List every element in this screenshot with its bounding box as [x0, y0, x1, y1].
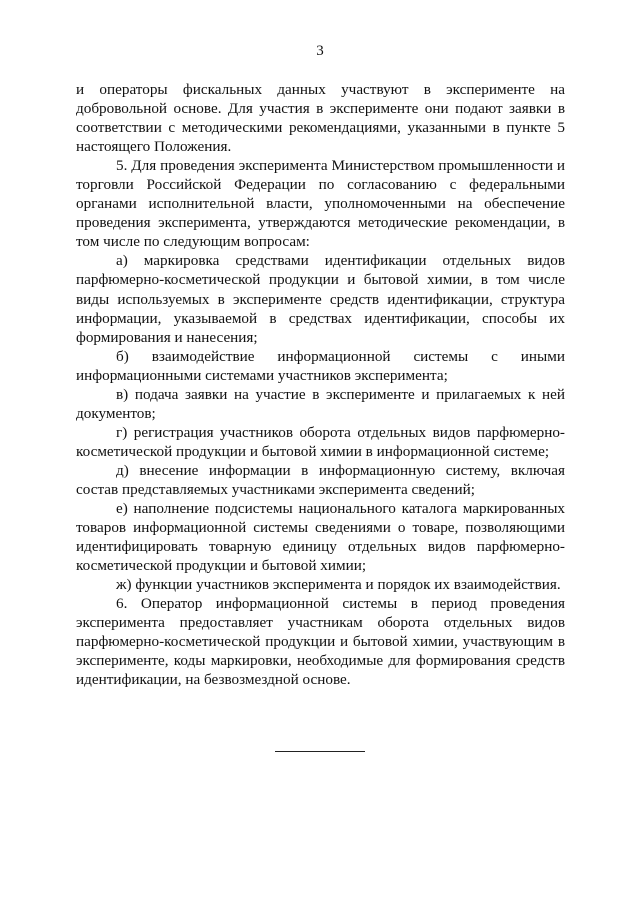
subitem-e: е) наполнение подсистемы национального каталога маркированных товаров информационной системы сведениями о товаре, позволяющими идентифицировать товарную единицу отдельных видов парфюмерно-косметической продукции и бытовой химии; [76, 500, 565, 575]
page-number: 3 [316, 43, 324, 59]
subitem-b: б) взаимодействие информационной системы с иными информационными системами участников эксперимента; [76, 347, 565, 384]
subitem-a: а) маркировка средствами идентификации отдельных видов парфюмерно-косметической продукции и бытовой химии, в том числе виды используемых в эксперименте средств идентификации, структура информации, указываемой в средствах идентификации, способы их формирования и нанесения; [76, 252, 565, 346]
paragraph-item-6: 6. Оператор информационной системы в период проведения эксперимента предоставляет участникам оборота отдельных видов парфюмерно-косметической продукции и бытовой химии, участвующим в эксперименте, коды маркировки, необходимые для формирования средств идентификации, на безвозмездной основе. [76, 595, 565, 689]
subitem-g: г) регистрация участников оборота отдельных видов парфюмерно-косметической продукции и бытовой химии в информационной системе; [76, 423, 565, 460]
end-of-document-line [275, 751, 365, 752]
subitem-d: д) внесение информации в информационную систему, включая состав представляемых участниками эксперимента сведений; [76, 461, 565, 498]
paragraph-continuation: и операторы фискальных данных участвуют в эксперименте на добровольной основе. Для участия в эксперименте они подают заявки в соответствии с методическими рекомендациями, указанными в пункте 5 настоящего Положения. [76, 81, 565, 156]
document-body [76, 80, 565, 690]
subitem-v: в) подача заявки на участие в эксперименте и прилагаемых к ней документов; [76, 385, 565, 422]
paragraph-item-5: 5. Для проведения эксперимента Министерством промышленности и торговли Российской Федерации по согласованию с федеральными органами исполнительной власти, уполномоченными на обеспечение проведения эксперимента, утверждаются методические рекомендации, в том числе по следующим вопросам: [76, 157, 565, 251]
subitem-zh: ж) функции участников эксперимента и порядок их взаимодействия. [116, 576, 561, 594]
